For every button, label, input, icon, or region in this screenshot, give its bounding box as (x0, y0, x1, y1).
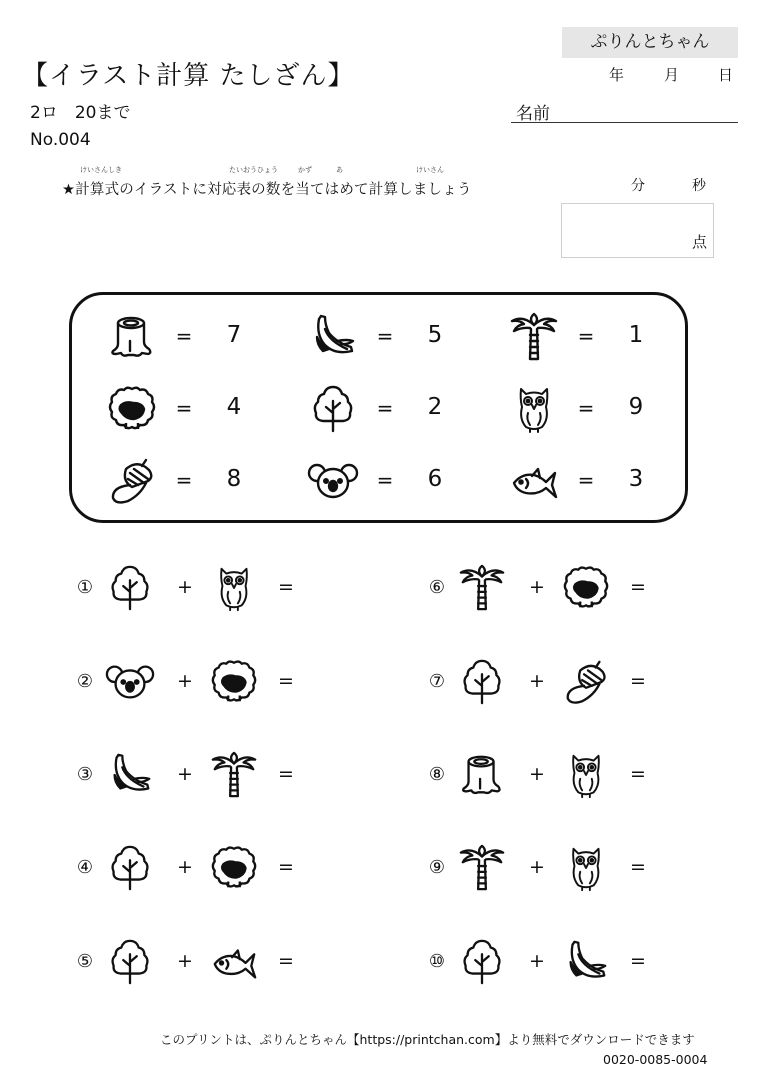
answer-field[interactable] (304, 662, 374, 702)
plus-sign: + (529, 856, 545, 878)
equals-sign: = (630, 763, 646, 785)
answer-field[interactable] (656, 755, 726, 795)
answer-field[interactable] (304, 848, 374, 888)
name-field-line[interactable] (511, 122, 738, 123)
plus-sign: + (177, 950, 193, 972)
sheet-number: No.004 (30, 130, 91, 150)
plus-sign: + (529, 670, 545, 692)
plus-sign: + (529, 763, 545, 785)
month-label: 月 (664, 66, 680, 84)
answer-field[interactable] (656, 942, 726, 982)
instruction-text: ★計算式のイラストに対応表の数を当てはめて計算しましょう (62, 182, 472, 198)
score-label: 点 (692, 233, 708, 251)
equals-sign: = (630, 950, 646, 972)
acorn-icon (561, 657, 611, 707)
sheep-icon (209, 657, 259, 707)
footer-text: このプリントは、ぷりんとちゃん【https://printchan.com】より無料でダウンロードできます (160, 1032, 695, 1047)
legend-value: 1 (628, 322, 644, 348)
plus-sign: + (177, 763, 193, 785)
legend-equals: = (175, 324, 193, 348)
legend-equals: = (577, 324, 595, 348)
equals-sign: = (278, 950, 294, 972)
owl-icon (209, 563, 259, 613)
plus-sign: + (177, 670, 193, 692)
legend-equals: = (175, 468, 193, 492)
plus-sign: + (529, 576, 545, 598)
legend-value: 6 (427, 466, 443, 492)
seconds-label: 秒 (692, 178, 706, 194)
legend-value: 2 (427, 394, 443, 420)
sheep-icon (561, 563, 611, 613)
legend-value: 3 (628, 466, 644, 492)
problem-number: ③ (76, 764, 94, 785)
banana-icon (561, 937, 611, 987)
tree-icon (105, 937, 155, 987)
legend-equals: = (376, 324, 394, 348)
legend-value: 7 (226, 322, 242, 348)
palm-tree-icon (457, 843, 507, 893)
legend-value: 5 (427, 322, 443, 348)
equals-sign: = (630, 856, 646, 878)
koala-icon (105, 657, 155, 707)
furigana-keisanshiki: けいさんしき (80, 166, 122, 174)
legend-equals: = (376, 396, 394, 420)
problem-number: ④ (76, 857, 94, 878)
owl-icon (561, 843, 611, 893)
legend-equals: = (577, 396, 595, 420)
stump-icon (457, 750, 507, 800)
subtitle: 2ロ 20まで (30, 103, 131, 123)
equals-sign: = (630, 670, 646, 692)
problem-number: ⑦ (428, 671, 446, 692)
equals-sign: = (630, 576, 646, 598)
sheep-icon (209, 843, 259, 893)
koala-icon (307, 455, 359, 507)
answer-field[interactable] (656, 848, 726, 888)
problem-number: ⑤ (76, 951, 94, 972)
owl-icon (561, 750, 611, 800)
legend-value: 9 (628, 394, 644, 420)
name-label: 名前 (516, 104, 550, 124)
owl-icon (508, 383, 560, 435)
fish-icon (508, 455, 560, 507)
legend-equals: = (175, 396, 193, 420)
legend-equals: = (577, 468, 595, 492)
furigana-a: あ (336, 166, 343, 174)
tree-icon (105, 843, 155, 893)
answer-field[interactable] (656, 568, 726, 608)
furigana-keisan: けいさん (416, 166, 444, 174)
problem-number: ⑧ (428, 764, 446, 785)
fish-icon (209, 937, 259, 987)
answer-field[interactable] (656, 662, 726, 702)
equals-sign: = (278, 856, 294, 878)
banana-icon (307, 311, 359, 363)
problem-number: ⑥ (428, 577, 446, 598)
equals-sign: = (278, 670, 294, 692)
answer-field[interactable] (304, 755, 374, 795)
equals-sign: = (278, 576, 294, 598)
tree-icon (457, 657, 507, 707)
brand-label: ぷりんとちゃん (562, 27, 738, 58)
legend-equals: = (376, 468, 394, 492)
problem-number: ② (76, 671, 94, 692)
palm-tree-icon (508, 311, 560, 363)
answer-field[interactable] (304, 568, 374, 608)
sheet-code: 0020-0085-0004 (603, 1052, 708, 1067)
stump-icon (106, 311, 158, 363)
furigana-taiouhyou: たいおうひょう (229, 166, 278, 174)
plus-sign: + (177, 576, 193, 598)
palm-tree-icon (209, 750, 259, 800)
minutes-label: 分 (631, 178, 645, 194)
answer-field[interactable] (304, 942, 374, 982)
sheep-icon (106, 383, 158, 435)
problem-number: ① (76, 577, 94, 598)
tree-icon (105, 563, 155, 613)
banana-icon (105, 750, 155, 800)
plus-sign: + (177, 856, 193, 878)
palm-tree-icon (457, 563, 507, 613)
page-title: 【イラスト計算 たしざん】 (22, 61, 355, 91)
plus-sign: + (529, 950, 545, 972)
legend-value: 8 (226, 466, 242, 492)
problem-number: ⑨ (428, 857, 446, 878)
legend-value: 4 (226, 394, 242, 420)
acorn-icon (106, 455, 158, 507)
tree-icon (307, 383, 359, 435)
year-label: 年 (609, 66, 625, 84)
furigana-kazu: かず (298, 166, 312, 174)
equals-sign: = (278, 763, 294, 785)
day-label: 日 (718, 66, 734, 84)
problem-number: ⑩ (428, 951, 446, 972)
tree-icon (457, 937, 507, 987)
